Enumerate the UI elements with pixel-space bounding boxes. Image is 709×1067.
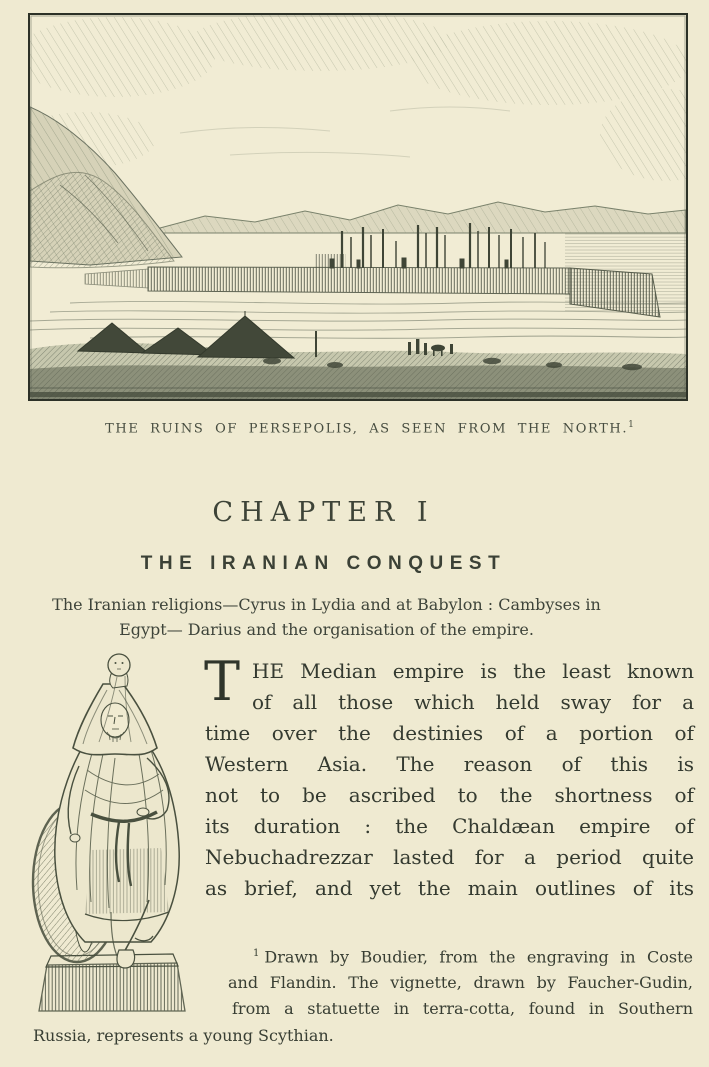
body-text xyxy=(204,650,694,904)
footnote-line: from a statuette in terra-cotta, found in Southern xyxy=(232,999,693,1019)
footnote-line: Russia, represents a young Scythian. xyxy=(33,1026,334,1046)
plate-caption xyxy=(30,420,709,436)
chapter-subtitle: THE IRANIAN CONQUEST xyxy=(140,553,507,574)
footnote xyxy=(0,941,693,1049)
dropcap-T: T xyxy=(204,650,241,713)
scythian-figure xyxy=(55,654,179,968)
summary-line-2: Egypt— Darius and the organisation of the empire. xyxy=(119,620,534,639)
footnote-line: and Flandin. The vignette, drawn by Faucher-Gudin, xyxy=(228,973,693,993)
persepolis-engraving xyxy=(28,13,688,401)
plate-caption-text: THE RUINS OF PERSEPOLIS, AS SEEN FROM THE NORTH. xyxy=(105,421,629,437)
chapter-summary xyxy=(0,592,653,642)
body-line: time over the destinies of a portion of xyxy=(205,721,694,745)
body-line: not to be ascribed to the shortness of xyxy=(205,783,694,807)
body-line: of all those which held sway for a xyxy=(252,690,694,714)
body-line: Western Asia. The reason of this is xyxy=(205,752,694,776)
footnote-text: Drawn by Boudier, from the engraving in Coste xyxy=(264,947,693,967)
persepolis-engraving-art xyxy=(30,15,686,399)
body-line: HE Median empire is the least known xyxy=(252,659,694,683)
body-line: Nebuchadrezzar lasted for a period quite xyxy=(205,845,694,869)
body-line: as brief, and yet the main outlines of its xyxy=(205,876,694,900)
body-line: its duration : the Chaldæan empire of xyxy=(205,814,694,838)
footnote-ref-marker: 1 xyxy=(253,948,260,959)
summary-line-1: The Iranian religions—Cyrus in Lydia and at Babylon : Cambyses in xyxy=(52,595,601,614)
footnote-ref-marker: 1 xyxy=(628,420,634,430)
footnote-line xyxy=(253,941,693,970)
chapter-heading: CHAPTER I xyxy=(212,497,435,528)
